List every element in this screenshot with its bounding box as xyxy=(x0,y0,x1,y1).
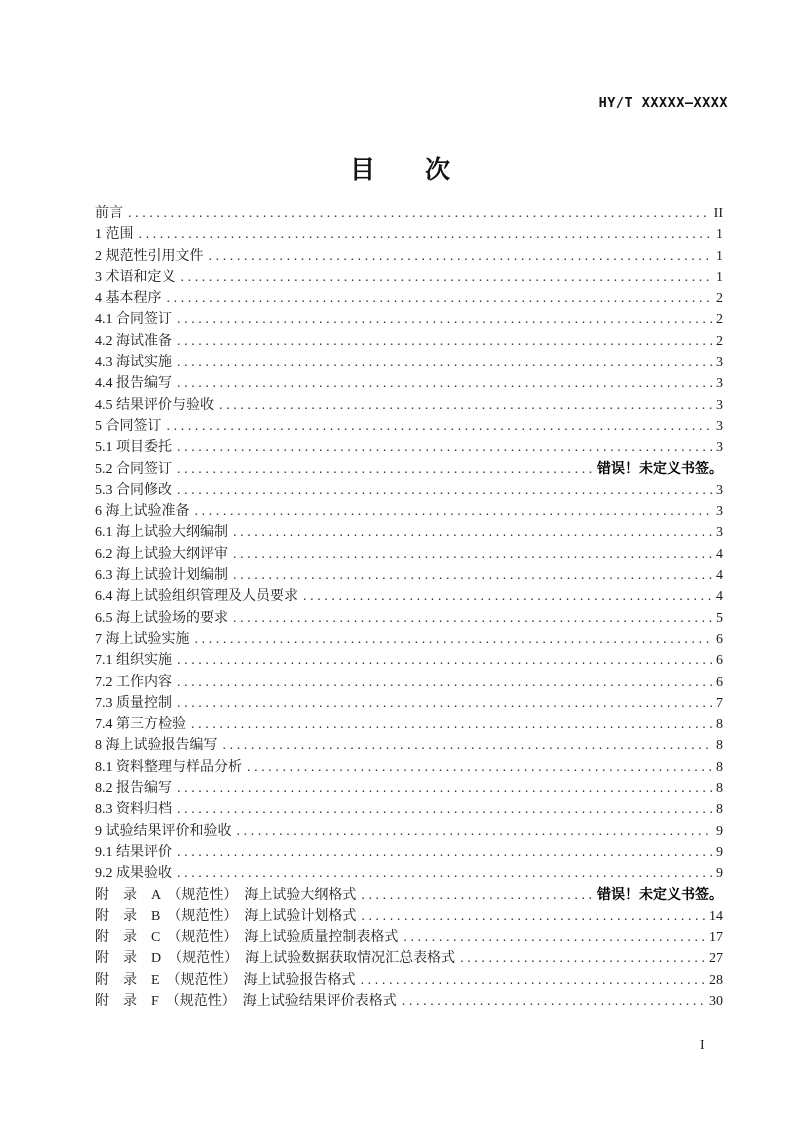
toc-dot-leader xyxy=(403,927,705,948)
toc-dot-leader xyxy=(233,608,712,629)
toc-entry-label: 8.1 资料整理与样品分析 xyxy=(95,759,242,775)
toc-entry[interactable] xyxy=(95,586,723,607)
toc-entry-page[interactable]: 2 xyxy=(716,291,723,307)
toc-entry[interactable] xyxy=(95,693,723,714)
toc-entry[interactable] xyxy=(95,821,723,842)
toc-dot-leader xyxy=(402,991,705,1012)
toc-entry-label: 4.3 海试实施 xyxy=(95,355,172,371)
toc-entry-label: 4.4 报告编写 xyxy=(95,376,172,392)
toc-entry[interactable] xyxy=(95,991,723,1012)
toc-dot-leader xyxy=(233,522,712,543)
toc-entry[interactable] xyxy=(95,501,723,522)
toc-entry-page[interactable]: 4 xyxy=(716,589,723,605)
toc-entry-page[interactable]: 9 xyxy=(716,844,723,860)
toc-entry-page[interactable]: 14 xyxy=(709,908,723,924)
toc-dot-leader xyxy=(177,778,712,799)
toc-entry-label: 7.2 工作内容 xyxy=(95,674,172,690)
standard-code-header: HY/T XXXXX—XXXX xyxy=(598,95,728,111)
toc-entry[interactable] xyxy=(95,522,723,543)
toc-entry[interactable] xyxy=(95,885,723,906)
toc-entry-page[interactable]: 5 xyxy=(716,610,723,626)
toc-entry-label: 7.3 质量控制 xyxy=(95,695,172,711)
toc-entry-page[interactable]: 2 xyxy=(716,312,723,328)
toc-entry-page[interactable]: 3 xyxy=(716,440,723,456)
toc-dot-leader xyxy=(177,799,712,820)
toc-entry[interactable] xyxy=(95,735,723,756)
toc-entry[interactable] xyxy=(95,416,723,437)
toc-entry-page[interactable]: 2 xyxy=(716,333,723,349)
toc-entry[interactable] xyxy=(95,224,723,245)
toc-dot-leader xyxy=(177,437,712,458)
toc-dot-leader xyxy=(167,416,713,437)
toc-entry[interactable] xyxy=(95,544,723,565)
toc-entry[interactable] xyxy=(95,863,723,884)
toc-dot-leader xyxy=(361,906,705,927)
toc-entry-label: 8.2 报告编写 xyxy=(95,781,172,797)
toc-dot-leader xyxy=(233,544,712,565)
toc-dot-leader xyxy=(361,970,705,991)
footer-page-number: I xyxy=(700,1038,705,1053)
toc-entry[interactable] xyxy=(95,373,723,394)
toc-entry-page[interactable]: 8 xyxy=(716,781,723,797)
toc-entry[interactable] xyxy=(95,650,723,671)
toc-entry-page[interactable]: 3 xyxy=(716,376,723,392)
toc-entry-page[interactable]: 9 xyxy=(716,866,723,882)
toc-list xyxy=(95,203,723,1012)
toc-entry[interactable] xyxy=(95,842,723,863)
toc-dot-leader xyxy=(219,395,712,416)
toc-entry[interactable] xyxy=(95,288,723,309)
toc-entry-page[interactable]: 6 xyxy=(716,631,723,647)
toc-entry[interactable] xyxy=(95,608,723,629)
toc-dot-leader xyxy=(177,373,712,394)
toc-dot-leader xyxy=(139,224,713,245)
toc-entry-label: 7 海上试验实施 xyxy=(95,631,190,647)
toc-entry[interactable] xyxy=(95,565,723,586)
toc-entry-page[interactable]: 9 xyxy=(716,823,723,839)
toc-entry-label: 附 录 F （规范性） 海上试验结果评价表格式 xyxy=(95,993,397,1009)
toc-entry[interactable] xyxy=(95,203,723,224)
toc-entry-page[interactable]: 错误！未定义书签。 xyxy=(597,887,723,903)
toc-entry-page[interactable]: 3 xyxy=(716,525,723,541)
toc-dot-leader xyxy=(177,459,593,480)
toc-entry-page[interactable]: 8 xyxy=(716,759,723,775)
toc-entry-page[interactable]: 6 xyxy=(716,674,723,690)
toc-entry-label: 4.5 结果评价与验收 xyxy=(95,397,214,413)
toc-entry[interactable] xyxy=(95,906,723,927)
toc-dot-leader xyxy=(177,331,712,352)
toc-dot-leader xyxy=(181,267,713,288)
toc-dot-leader xyxy=(361,885,593,906)
toc-entry-label: 2 规范性引用文件 xyxy=(95,248,204,264)
toc-entry-label: 5.2 合同签订 xyxy=(95,461,172,477)
toc-entry-label: 6.1 海上试验大纲编制 xyxy=(95,525,228,541)
toc-dot-leader xyxy=(195,501,713,522)
toc-entry-page[interactable]: 4 xyxy=(716,546,723,562)
toc-entry-page[interactable]: 3 xyxy=(716,355,723,371)
toc-entry-label: 9.1 结果评价 xyxy=(95,844,172,860)
toc-entry-label: 7.4 第三方检验 xyxy=(95,717,186,733)
toc-entry[interactable] xyxy=(95,970,723,991)
toc-entry-page[interactable]: 27 xyxy=(709,951,723,967)
toc-entry-page[interactable]: 6 xyxy=(716,653,723,669)
toc-entry-page[interactable]: 8 xyxy=(716,717,723,733)
toc-entry-label: 7.1 组织实施 xyxy=(95,653,172,669)
page-title: 目 次 xyxy=(349,156,450,184)
toc-entry-page[interactable]: 1 xyxy=(716,227,723,243)
toc-entry-label: 3 术语和定义 xyxy=(95,269,176,285)
toc-entry-label: 6 海上试验准备 xyxy=(95,504,190,520)
toc-entry[interactable] xyxy=(95,799,723,820)
toc-entry-page[interactable]: 30 xyxy=(709,993,723,1009)
toc-dot-leader xyxy=(247,757,712,778)
toc-dot-leader xyxy=(177,352,712,373)
toc-entry[interactable] xyxy=(95,267,723,288)
toc-dot-leader xyxy=(167,288,713,309)
toc-entry[interactable] xyxy=(95,395,723,416)
toc-dot-leader xyxy=(237,821,713,842)
toc-entry-label: 前言 xyxy=(95,206,123,221)
toc-entry[interactable] xyxy=(95,778,723,799)
toc-dot-leader xyxy=(195,629,713,650)
toc-entry-label: 附 录 C （规范性） 海上试验质量控制表格式 xyxy=(95,930,399,946)
toc-entry-page[interactable]: 3 xyxy=(716,504,723,520)
toc-entry-label: 附 录 E （规范性） 海上试验报告格式 xyxy=(95,972,356,988)
toc-dot-leader xyxy=(177,863,712,884)
toc-entry[interactable] xyxy=(95,757,723,778)
toc-entry-label: 4 基本程序 xyxy=(95,291,162,307)
toc-entry-page[interactable]: 3 xyxy=(716,397,723,413)
toc-entry-label: 附 录 B （规范性） 海上试验计划格式 xyxy=(95,908,357,924)
toc-entry[interactable] xyxy=(95,480,723,501)
toc-entry-label: 4.1 合同签订 xyxy=(95,312,172,328)
toc-entry-label: 6.4 海上试验组织管理及人员要求 xyxy=(95,589,298,605)
toc-entry-label: 5.1 项目委托 xyxy=(95,440,172,456)
toc-dot-leader xyxy=(303,586,712,607)
toc-entry-page[interactable]: 4 xyxy=(716,568,723,584)
toc-entry[interactable] xyxy=(95,948,723,969)
toc-dot-leader xyxy=(177,693,712,714)
toc-entry-page[interactable]: 8 xyxy=(716,738,723,754)
toc-dot-leader xyxy=(177,480,712,501)
toc-dot-leader xyxy=(177,309,712,330)
toc-entry-label: 8 海上试验报告编写 xyxy=(95,738,218,754)
toc-entry-label: 8.3 资料归档 xyxy=(95,802,172,818)
toc-entry[interactable] xyxy=(95,352,723,373)
toc-entry-page[interactable]: 3 xyxy=(716,418,723,434)
toc-entry-page[interactable]: 28 xyxy=(709,972,723,988)
toc-dot-leader xyxy=(177,650,712,671)
toc-entry[interactable] xyxy=(95,672,723,693)
toc-entry-label: 附 录 A （规范性） 海上试验大纲格式 xyxy=(95,887,357,903)
toc-entry-page[interactable]: 1 xyxy=(716,269,723,285)
toc-entry[interactable] xyxy=(95,714,723,735)
toc-entry[interactable] xyxy=(95,246,723,267)
toc-entry-page[interactable]: 3 xyxy=(716,482,723,498)
toc-entry[interactable] xyxy=(95,437,723,458)
toc-dot-leader xyxy=(191,714,712,735)
toc-dot-leader xyxy=(209,246,713,267)
toc-entry[interactable] xyxy=(95,629,723,650)
toc-entry-label: 5 合同签订 xyxy=(95,418,162,434)
toc-entry[interactable] xyxy=(95,309,723,330)
toc-entry-page[interactable]: 1 xyxy=(716,248,723,264)
toc-entry[interactable] xyxy=(95,331,723,352)
toc-entry-label: 6.3 海上试验计划编制 xyxy=(95,568,228,584)
toc-dot-leader xyxy=(233,565,712,586)
toc-entry-label: 1 范围 xyxy=(95,227,134,243)
toc-dot-leader xyxy=(128,203,710,224)
toc-entry-label: 附 录 D （规范性） 海上试验数据获取情况汇总表格式 xyxy=(95,951,456,967)
toc-entry-page[interactable]: 错误！未定义书签。 xyxy=(597,461,723,477)
toc-dot-leader xyxy=(177,842,712,863)
toc-entry[interactable] xyxy=(95,459,723,480)
toc-entry-page[interactable]: 17 xyxy=(709,930,723,946)
toc-entry-page[interactable]: II xyxy=(713,206,723,221)
toc-entry-label: 5.3 合同修改 xyxy=(95,482,172,498)
toc-dot-leader xyxy=(223,735,713,756)
toc-dot-leader xyxy=(460,948,705,969)
toc-entry-label: 6.5 海上试验场的要求 xyxy=(95,610,228,626)
toc-entry-page[interactable]: 7 xyxy=(716,695,723,711)
toc-entry-label: 6.2 海上试验大纲评审 xyxy=(95,546,228,562)
toc-entry-label: 4.2 海试准备 xyxy=(95,333,172,349)
toc-entry-label: 9 试验结果评价和验收 xyxy=(95,823,232,839)
toc-dot-leader xyxy=(177,672,712,693)
toc-entry-label: 9.2 成果验收 xyxy=(95,866,172,882)
toc-entry[interactable] xyxy=(95,927,723,948)
toc-entry-page[interactable]: 8 xyxy=(716,802,723,818)
